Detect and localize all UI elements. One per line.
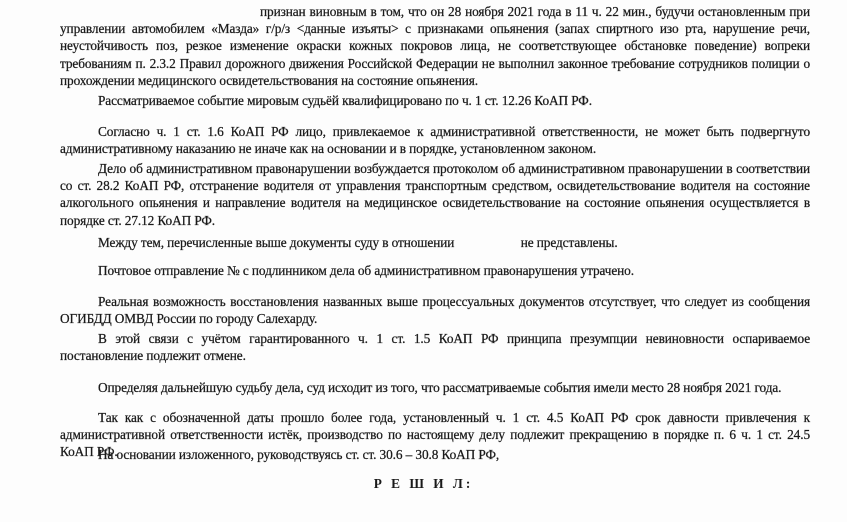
- paragraph-limitation: Так как с обозначенной даты прошло более года, установленный ч. 1 ст. 4.5 КоАП РФ срок давности привлечения к административной ответственности истёк, производство по настоящему делу подлежит прекращению в порядке п. 6 ч. 1 ст. 24.5 КоАП РФ.: [60, 410, 810, 460]
- paragraph-qualification: Рассматриваемое событие мировым судьёй квалифицировано по ч. 1 ст. 12.26 КоАП РФ.: [98, 93, 592, 108]
- paragraph-guilt: признан виновным в том, что он 28 ноября 2021 года в 11 ч. 22 мин., будучи остановленным при управлении автомобилем «Мазда» г/р/з <данные изъяты> с признаками опьянения (запах спиртного изо рта, нарушение речи, неустойчивость поз, резкое изменение окраски кожных покровов лица, не соответствующее обстановке поведение) вопреки требованиям п. 2.3.2 Правил дорожного движения Российской Федерации не выполнил законное требование сотрудников полиции о прохождении медицинского освидетельствования на состояние опьянения.: [60, 4, 810, 88]
- documents-text-before: Между тем, перечисленные выше документы суду в отношении: [98, 235, 455, 250]
- paragraph-date: Определяя дальнейшую судьбу дела, суд исходит из того, что рассматриваемые события имели место 28 ноября 2021 года.: [98, 380, 782, 395]
- paragraph-presumption: В этой связи с учётом гарантированного ч. 1 ст. 1.5 КоАП РФ принципа презумпции невиновности оспариваемое постановление подлежит отмене.: [60, 331, 810, 364]
- paragraph-grounds: На основании изложенного, руководствуясь ст. ст. 30.6 – 30.8 КоАП РФ,: [98, 447, 500, 462]
- paragraph-documents-missing: [60, 234, 810, 251]
- decision-heading: Р Е Ш И Л:: [373, 476, 474, 491]
- paragraph-restoration: Реальная возможность восстановления названных выше процессуальных документов отсутствует, что следует из сообщения ОГИБДД ОМВД России по городу Салехарду.: [60, 294, 810, 327]
- documents-text-after: не представлены.: [520, 235, 618, 250]
- paragraph-postal: Почтовое отправление № с подлинником дела об административном правонарушения утрачено.: [98, 263, 634, 278]
- paragraph-protocol: Дело об административном правонарушении возбуждается протоколом об административном правонарушении в соответствии со ст. 28.2 КоАП РФ, отстранение водителя от управления транспортным средством, освидетельствование водителя на состояние алкогольного опьянения и направление водителя на медицинское освидетельствование на состояние опьянения осуществляется в порядке ст. 27.12 КоАП РФ.: [60, 161, 810, 228]
- paragraph-article-1-6: Согласно ч. 1 ст. 1.6 КоАП РФ лицо, привлекаемое к административной ответственности, не может быть подвергнуто административному наказанию не иначе как на основании и в порядке, установленном законом.: [60, 124, 810, 157]
